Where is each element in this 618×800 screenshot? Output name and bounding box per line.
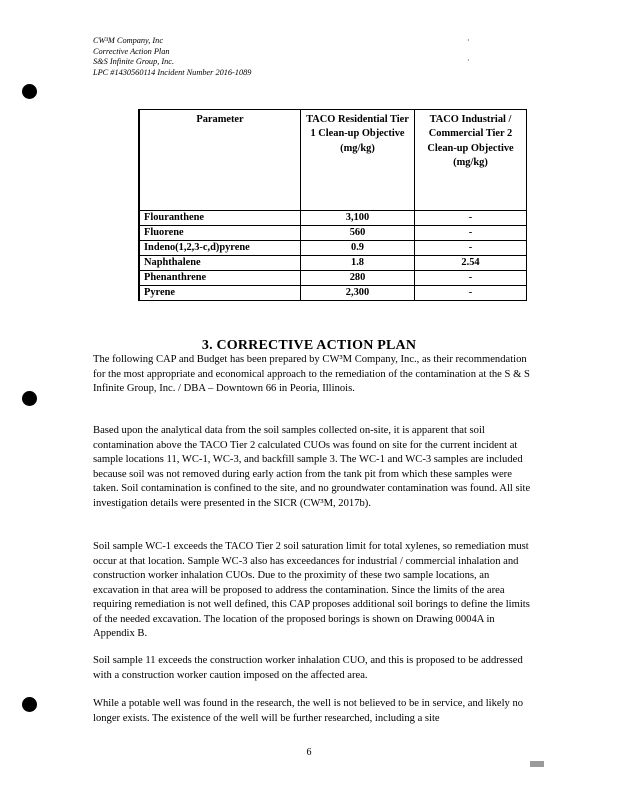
col-header-parameter: Parameter	[139, 110, 301, 211]
header-doc-title: Corrective Action Plan	[93, 46, 170, 56]
cell-tier1: 280	[301, 271, 415, 286]
table-header-row	[139, 110, 527, 211]
scan-stamp	[530, 761, 544, 767]
cell-tier2: -	[415, 271, 527, 286]
header-site: S&S Infinite Group, Inc.	[93, 57, 175, 66]
paragraph-wc1-exceedance: Soil sample WC-1 exceeds the TACO Tier 2 soil saturation limit for total xylenes, so remediation must occur at that location. Sample WC-3 also has exceedances for industrial / commercial inhalation and construction worker inhalation CUOs. Due to the proximity of these two sample locations, an excavation in that area will be proposed to address the contamination. Since the limits of the area requiring remediation is not well defined, this CAP proposes additional soil borings to define the limits of the needed excavation. The location of the proposed borings is shown on Drawing 0004A in Appendix B.	[93, 541, 530, 639]
cell-parameter: Pyrene	[139, 286, 301, 301]
table-row	[139, 256, 527, 271]
cell-parameter: Naphthalene	[139, 256, 301, 271]
scan-mark: ·	[467, 36, 470, 45]
cell-tier1: 0.9	[301, 241, 415, 256]
cell-tier2: -	[415, 241, 527, 256]
cell-parameter: Phenanthrene	[139, 271, 301, 286]
cell-tier2: 2.54	[415, 256, 527, 271]
cell-parameter: Indeno(1,2,3-c,d)pyrene	[139, 241, 301, 256]
table-row	[139, 286, 527, 301]
scan-mark: ·	[467, 56, 470, 65]
paragraph-analytical-data: Based upon the analytical data from the soil samples collected on-site, it is apparent that soil contamination above the TACO Tier 2 calculated CUOs was found on site for the current incident at sample locations 11, WC-1, WC-3, and backfill sample 3. The WC-1 and WC-3 samples are included because soil was not removed during early action from the tank pit from which these samples were taken. Soil contamination is confined to the site, and no groundwater contamination was found. All site investigation details were presented in the SICR (CW³M, 2017b).	[93, 425, 531, 509]
section-heading: 3. CORRECTIVE ACTION PLAN	[201, 338, 417, 353]
table-row	[139, 211, 527, 226]
cleanup-objectives-table	[138, 109, 527, 301]
col-header-tier2: TACO Industrial / Commercial Tier 2 Clean-up Objective (mg/kg)	[415, 110, 527, 211]
cell-tier1: 2,300	[301, 286, 415, 301]
cell-tier2: -	[415, 211, 527, 226]
table-row	[139, 226, 527, 241]
page-number: 6	[306, 747, 312, 758]
col-header-tier1: TACO Residential Tier 1 Clean-up Objective (mg/kg)	[301, 110, 415, 211]
cell-tier2: -	[415, 286, 527, 301]
cell-parameter: Fluorene	[139, 226, 301, 241]
cell-parameter: Flouranthene	[139, 211, 301, 226]
cell-tier1: 3,100	[301, 211, 415, 226]
binder-hole-2	[22, 391, 37, 406]
binder-hole-3	[22, 697, 37, 712]
paragraph-sample-11: Soil sample 11 exceeds the construction worker inhalation CUO, and this is proposed to be addressed with a construction worker caution imposed on the affected area.	[93, 655, 523, 681]
paragraph-intro: The following CAP and Budget has been prepared by CW³M Company, Inc., as their recommendation for the most appropriate and economical approach to the remediation of the contamination at the S & S Infinite Group, Inc. / DBA – Downtown 66 in Peoria, Illinois.	[93, 354, 530, 394]
binder-hole-1	[22, 84, 37, 99]
cell-tier2: -	[415, 226, 527, 241]
header-company: CW³M Company, Inc	[93, 36, 164, 45]
paragraph-potable-well: While a potable well was found in the research, the well is not believed to be in service, and likely no longer exists. The existence of the well will be further researched, including a site	[93, 698, 524, 724]
document-header	[93, 36, 251, 78]
cell-tier1: 1.8	[301, 256, 415, 271]
table-row	[139, 241, 527, 256]
header-incident: LPC #1430560114 Incident Number 2016-1089	[93, 67, 252, 77]
table-row	[139, 271, 527, 286]
cell-tier1: 560	[301, 226, 415, 241]
